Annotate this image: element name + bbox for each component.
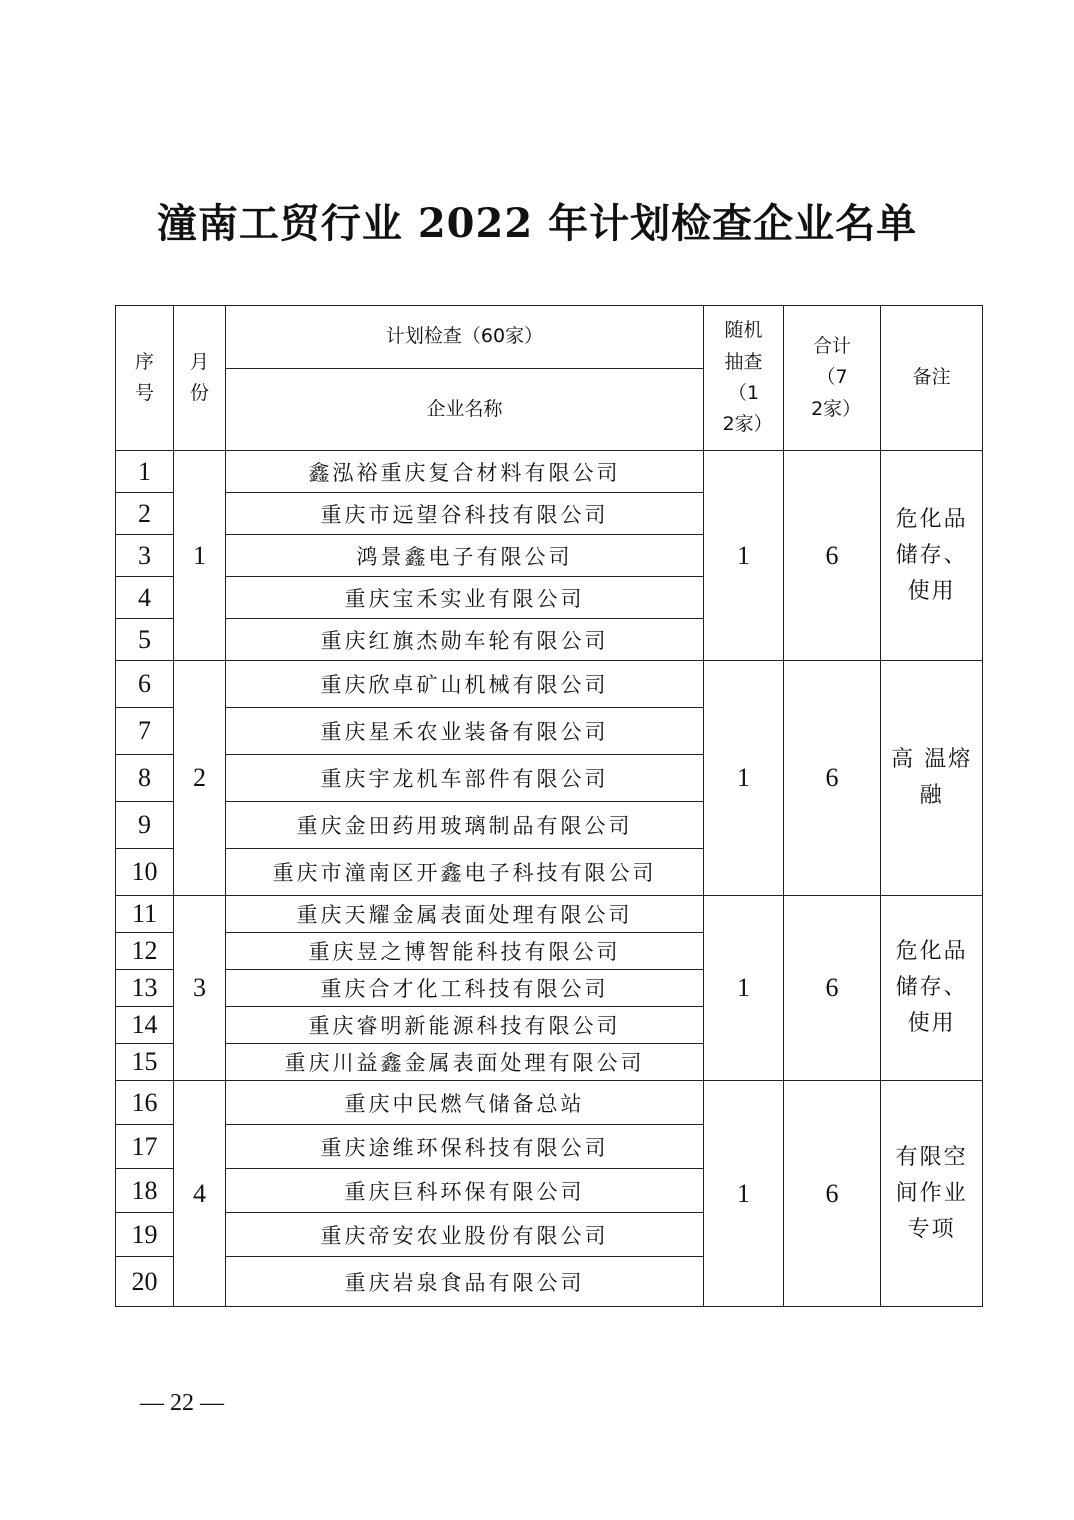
header-seq: 序号 — [116, 306, 174, 451]
month-cell: 2 — [174, 661, 226, 896]
seq-cell: 3 — [116, 535, 174, 577]
seq-cell: 19 — [116, 1213, 174, 1257]
header-random: 随机抽查（12家） — [704, 306, 784, 451]
total-cell: 6 — [784, 1081, 881, 1307]
seq-cell: 9 — [116, 802, 174, 849]
seq-cell: 11 — [116, 896, 174, 933]
seq-cell: 12 — [116, 933, 174, 970]
random-cell: 1 — [704, 896, 784, 1081]
table-row — [116, 661, 983, 708]
company-name-cell: 重庆星禾农业装备有限公司 — [226, 708, 704, 755]
remark-text: 危化品储存、使用 — [895, 506, 968, 604]
company-name-cell: 鑫泓裕重庆复合材料有限公司 — [226, 451, 704, 493]
remark-cell — [881, 896, 983, 1081]
company-name-cell: 重庆欣卓矿山机械有限公司 — [226, 661, 704, 708]
company-name-cell: 重庆宇龙机车部件有限公司 — [226, 755, 704, 802]
table-row — [116, 896, 983, 933]
company-name-cell: 重庆天耀金属表面处理有限公司 — [226, 896, 704, 933]
company-name-cell: 重庆川益鑫金属表面处理有限公司 — [226, 1044, 704, 1081]
seq-cell: 7 — [116, 708, 174, 755]
seq-cell: 10 — [116, 849, 174, 896]
company-name-cell: 重庆睿明新能源科技有限公司 — [226, 1007, 704, 1044]
company-name-cell: 重庆红旗杰勋车轮有限公司 — [226, 619, 704, 661]
remark-cell — [881, 661, 983, 896]
remark-cell — [881, 1081, 983, 1307]
company-name-cell: 重庆市潼南区开鑫电子科技有限公司 — [226, 849, 704, 896]
company-name-cell: 鸿景鑫电子有限公司 — [226, 535, 704, 577]
remark-cell — [881, 451, 983, 661]
header-remark: 备注 — [881, 306, 983, 451]
company-name-cell: 重庆宝禾实业有限公司 — [226, 577, 704, 619]
company-name-cell: 重庆帝安农业股份有限公司 — [226, 1213, 704, 1257]
seq-cell: 5 — [116, 619, 174, 661]
seq-cell: 1 — [116, 451, 174, 493]
page-number: — 22 — — [140, 1390, 224, 1416]
seq-cell: 13 — [116, 970, 174, 1007]
month-cell: 4 — [174, 1081, 226, 1307]
random-cell: 1 — [704, 1081, 784, 1307]
inspection-table — [115, 305, 983, 1307]
seq-cell: 2 — [116, 493, 174, 535]
seq-cell: 20 — [116, 1257, 174, 1307]
seq-cell: 16 — [116, 1081, 174, 1125]
remark-text: 有限空间作业专项 — [895, 1144, 968, 1242]
company-name-cell: 重庆合才化工科技有限公司 — [226, 970, 704, 1007]
header-plan: 计划检查（60家） — [226, 306, 704, 369]
seq-cell: 14 — [116, 1007, 174, 1044]
seq-cell: 4 — [116, 577, 174, 619]
total-cell: 6 — [784, 896, 881, 1081]
header-total: 合计（72家） — [784, 306, 881, 451]
seq-cell: 15 — [116, 1044, 174, 1081]
document-title: 潼南工贸行业 2022 年计划检查企业名单 — [156, 200, 918, 247]
seq-cell: 6 — [116, 661, 174, 708]
table-row — [116, 451, 983, 493]
company-name-cell: 重庆岩泉食品有限公司 — [226, 1257, 704, 1307]
header-company-name: 企业名称 — [226, 369, 704, 451]
header-month: 月份 — [174, 306, 226, 451]
company-name-cell: 重庆途维环保科技有限公司 — [226, 1125, 704, 1169]
month-cell: 3 — [174, 896, 226, 1081]
company-name-cell: 重庆金田药用玻璃制品有限公司 — [226, 802, 704, 849]
total-cell: 6 — [784, 451, 881, 661]
random-cell: 1 — [704, 661, 784, 896]
remark-text: 危化品储存、使用 — [895, 939, 968, 1036]
company-name-cell: 重庆巨科环保有限公司 — [226, 1169, 704, 1213]
seq-cell: 17 — [116, 1125, 174, 1169]
month-cell: 1 — [174, 451, 226, 661]
total-cell: 6 — [784, 661, 881, 896]
company-name-cell: 重庆昱之博智能科技有限公司 — [226, 933, 704, 970]
remark-text: 高 温熔 融 — [891, 747, 973, 808]
seq-cell: 18 — [116, 1169, 174, 1213]
random-cell: 1 — [704, 451, 784, 661]
table-body — [116, 306, 983, 1307]
table-row — [116, 1081, 983, 1125]
company-name-cell: 重庆市远望谷科技有限公司 — [226, 493, 704, 535]
company-name-cell: 重庆中民燃气储备总站 — [226, 1081, 704, 1125]
seq-cell: 8 — [116, 755, 174, 802]
